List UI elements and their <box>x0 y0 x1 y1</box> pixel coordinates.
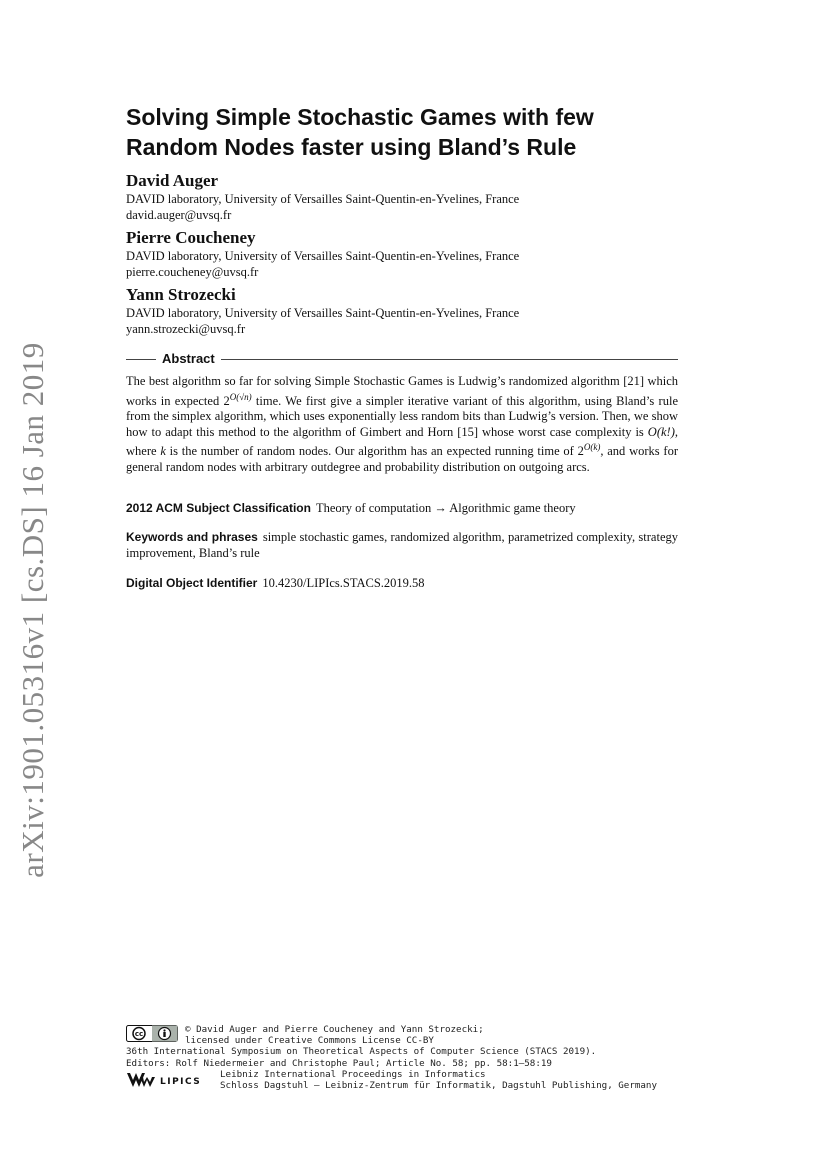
abstract-heading: Abstract <box>156 352 221 366</box>
abstract-part: time. We first give a simpler iterative variant of this algorithm, using Bland’s rule from the simplex algorithm, which uses exponentially less random bits than Ludwig’s version. Then, we show how to adapt this method to the algorithm of Gimbert and Horn [15] whose worst case complexity is <box>126 393 678 439</box>
title-line-2: Random Nodes faster using Bland’s Rule <box>126 134 577 160</box>
abstract-heading-rule <box>126 352 678 366</box>
author-affiliation: DAVID laboratory, University of Versailles Saint-Quentin-en-Yvelines, France <box>126 192 520 206</box>
author-name: Yann Strozecki <box>126 285 236 304</box>
author-block-3 <box>126 285 686 337</box>
abstract-math-exponent: O(k) <box>583 442 601 453</box>
keywords-label: Keywords and phrases <box>126 530 258 544</box>
abstract-part: is the number of random nodes. Our algorithm has an expected running time of <box>165 444 578 459</box>
lipics-logo-icon <box>126 1071 216 1089</box>
author-email[interactable]: david.auger@uvsq.fr <box>126 208 232 222</box>
author-email[interactable]: pierre.coucheney@uvsq.fr <box>126 265 259 279</box>
abstract-part: The best algorithm so far for solving Simple Stochastic Games is Ludwig’s randomized algorithm [21] which works in expected <box>126 374 678 408</box>
doi-label: Digital Object Identifier <box>126 576 258 590</box>
acm-classification-label: 2012 ACM Subject Classification <box>126 501 311 515</box>
footer-conference: 36th International Symposium on Theoretical Aspects of Computer Science (STACS 2019). <box>126 1046 597 1058</box>
footer-license[interactable]: licensed under Creative Commons License CC-BY <box>185 1035 434 1047</box>
keywords-value: simple stochastic games, randomized algorithm, parametrized complexity, strategy improvement, Bland’s rule <box>126 530 678 560</box>
paper-title <box>126 102 686 162</box>
arxiv-stamp <box>8 342 58 878</box>
footer-publisher: Schloss Dagstuhl – Leibniz-Zentrum für Informatik, Dagstuhl Publishing, Germany <box>220 1080 657 1092</box>
author-name: David Auger <box>126 171 219 190</box>
abstract-part: , where <box>126 424 678 459</box>
author-name: Pierre Coucheney <box>126 228 256 247</box>
author-block-2 <box>126 228 686 280</box>
abstract-math-exponent: O(√n) <box>229 391 252 402</box>
doi-value[interactable]: 10.4230/LIPIcs.STACS.2019.58 <box>262 576 425 590</box>
keywords <box>126 530 678 561</box>
author-email[interactable]: yann.strozecki@uvsq.fr <box>126 322 246 336</box>
page-footer <box>126 1024 686 1091</box>
acm-classification-value: Theory of computation → Algorithmic game theory <box>315 501 576 515</box>
footer-editors: Editors: Rolf Niedermeier and Christophe Paul; Article No. 58; pp. 58:1–58:19 <box>126 1057 552 1069</box>
abstract-math: O(k!) <box>647 424 675 439</box>
abstract-math: 2 <box>223 393 230 408</box>
doi <box>126 576 678 592</box>
svg-text:cc: cc <box>134 1030 144 1038</box>
title-line-1: Solving Simple Stochastic Games with few <box>126 104 594 130</box>
cc-by-license-icon <box>126 1025 178 1042</box>
svg-text:LIPICS: LIPICS <box>160 1077 202 1087</box>
footer-copyright: © David Auger and Pierre Coucheney and Yann Strozecki; <box>185 1024 484 1035</box>
acm-classification <box>126 501 678 517</box>
author-affiliation: DAVID laboratory, University of Versailles Saint-Quentin-en-Yvelines, France <box>126 306 520 320</box>
author-block-1 <box>126 171 686 223</box>
arxiv-stamp-text: arXiv:1901.05316v1 [cs.DS] 16 Jan 2019 <box>15 342 50 878</box>
author-affiliation: DAVID laboratory, University of Versailles Saint-Quentin-en-Yvelines, France <box>126 249 520 263</box>
abstract-math: k <box>160 444 166 459</box>
abstract-part: , and works for general random nodes with arbitrary outdegree and probability distribution on outgoing arcs. <box>126 444 678 474</box>
abstract-text <box>126 374 678 475</box>
footer-series: Leibniz International Proceedings in Informatics <box>220 1068 486 1080</box>
abstract-math: 2 <box>577 444 584 459</box>
